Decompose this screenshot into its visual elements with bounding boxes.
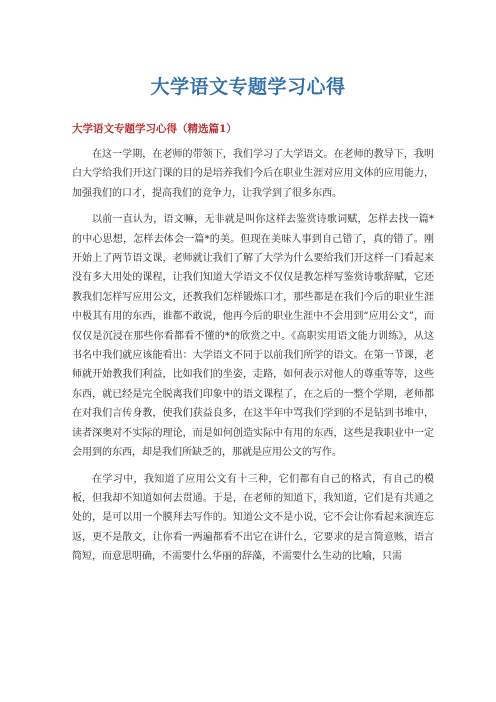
paragraph-3: 在学习中，我知道了应用公文有十三种，它们都有自己的格式，有自己的模板，但我却不知道如何去贯通。于是，在老师的知道下，我知道，它们是有共通之处的，是可以用一个膜拜去写作的。知道公文不是小说，它不会让你看起来演连忘返，更不是散文，让你看一两遍都看不出它在讲什么，它要求的是言简意赅，语言简短，而意思明确，不需要什么华丽的辞藻，不需要什么生动的比喻，只需 <box>72 473 434 563</box>
document-title: 大学语文专题学习心得 <box>150 76 346 98</box>
paragraph-1: 在这一学期，在老师的带领下，我们学习了大学语文。在老师的教导下，我明白大学给我们开这门课的目的是培养我们今后在职业生涯对应用文体的应用能力，加强我们的口才，提高我们的竞争力，让我学到了很多东西。 <box>72 149 434 199</box>
paragraph-2: 以前一直认为，语文嘛，无非就是叫你这样去鉴赏诗歌词赋，怎样去找一篇*的中心思想，怎样去体会一篇*的美。但现在美味人事到自己错了，真的错了。刚开始上了两节语文课，老师就让我们了解了大学为什么要给我们开这样一门看起来没有多大用处的课程，让我们知道大学语文不仅仅是教怎样写鉴赏诗歌辞赋，它还教我们怎样写应用公文，还教我们怎样锻炼口才，那些都是在我们今后的职业生涯中极其有用的东西，谁都不敢说，他再今后的职业生涯中不会用到“应用公文”，而仅仅是沉浸在那些你看都看不懂的*的欣赏之中。《高职实用语文能力训练》，从这书名中我们就应该能看出：大学语文不同于以前我们所学的语文。在第一节课，老师就开始教我们利益，比如我们的坐姿，走路，如何表示对他人的尊重等等，这些东西，就已经是完全脱离我们印象中的语文课程了，在之后的一整个学期，老师都在对我们言传身教，使我们获益良多，在这半年中骂我们学到的不是钻到书堆中，读者深奥对不实际的理论，而是如何创造实际中有用的东西，这些是我职业中一定会用到的东西，却是我们所缺乏的，那就是应用公文的写作。 <box>72 214 434 459</box>
section-heading: 大学语文专题学习心得（精选篇1） <box>72 123 237 135</box>
document-body <box>72 145 434 574</box>
